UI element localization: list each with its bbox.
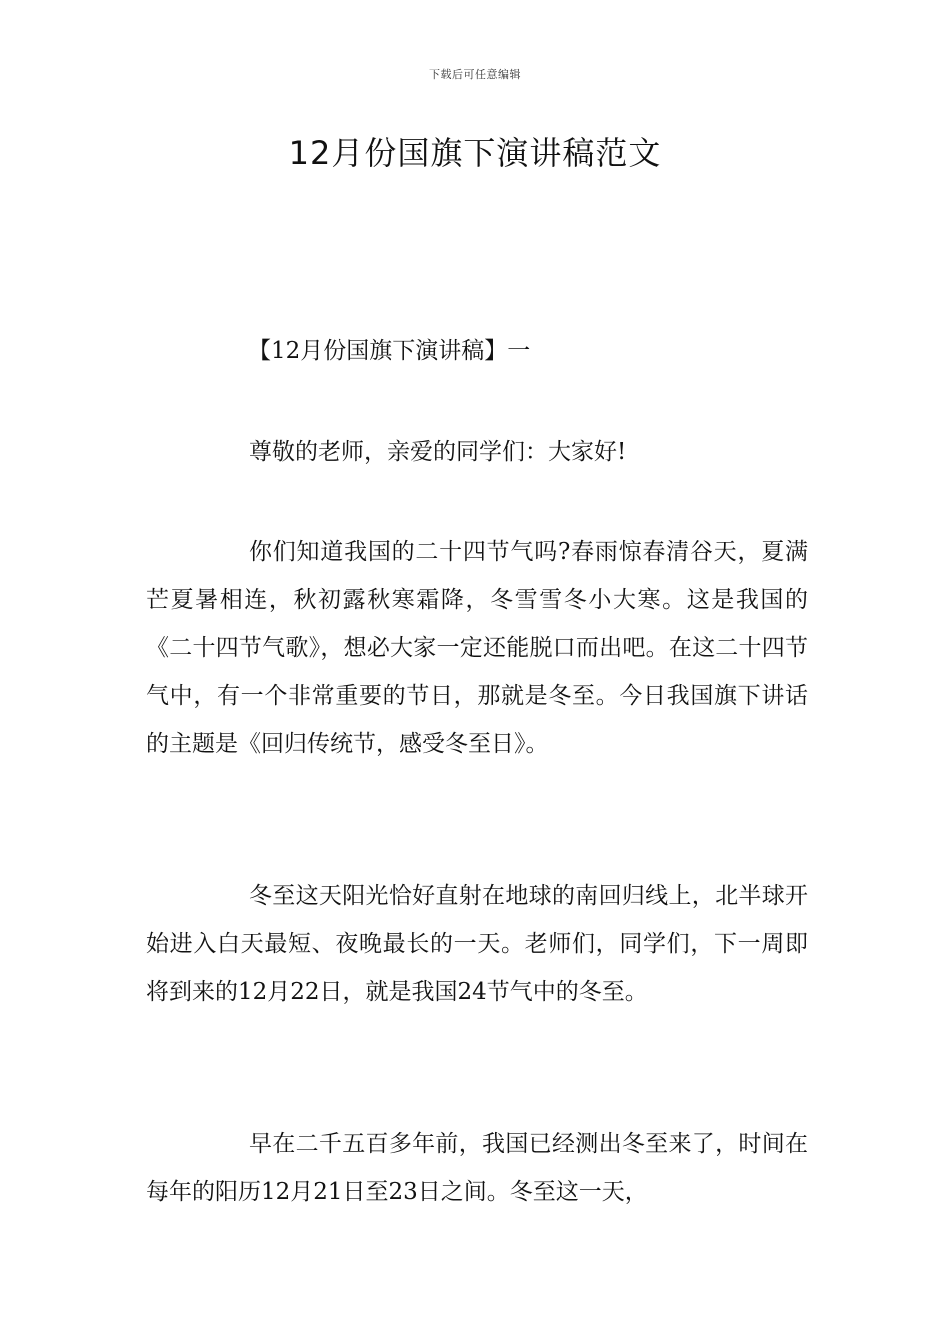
section-heading: 【12月份国旗下演讲稿】一 (248, 338, 531, 364)
document-title: 12月份国旗下演讲稿范文 (288, 134, 662, 172)
header-note: 下载后可任意编辑 (429, 68, 521, 81)
paragraph-history: 早在二千五百多年前，我国已经测出冬至来了，时间在每年的阳历12月21日至23日之间。冬至这一天， (146, 1131, 808, 1205)
paragraph-winter-solstice: 冬至这天阳光恰好直射在地球的南回归线上，北半球开始进入白天最短、夜晚最长的一天。老师们，同学们，下一周即将到来的12月22日，就是我国24节气中的冬至。 (146, 883, 808, 1005)
greeting-paragraph: 尊敬的老师，亲爱的同学们：大家好! (249, 439, 627, 465)
paragraph-solar-terms: 你们知道我国的二十四节气吗?春雨惊春清谷天，夏满芒夏暑相连，秋初露秋寒霜降，冬雪雪冬小大寒。这是我国的《二十四节气歌》，想必大家一定还能脱口而出吧。在这二十四节气中，有一个非常重要的节日，那就是冬至。今日我国旗下讲话的主题是《回归传统节，感受冬至日》。 (146, 539, 808, 757)
